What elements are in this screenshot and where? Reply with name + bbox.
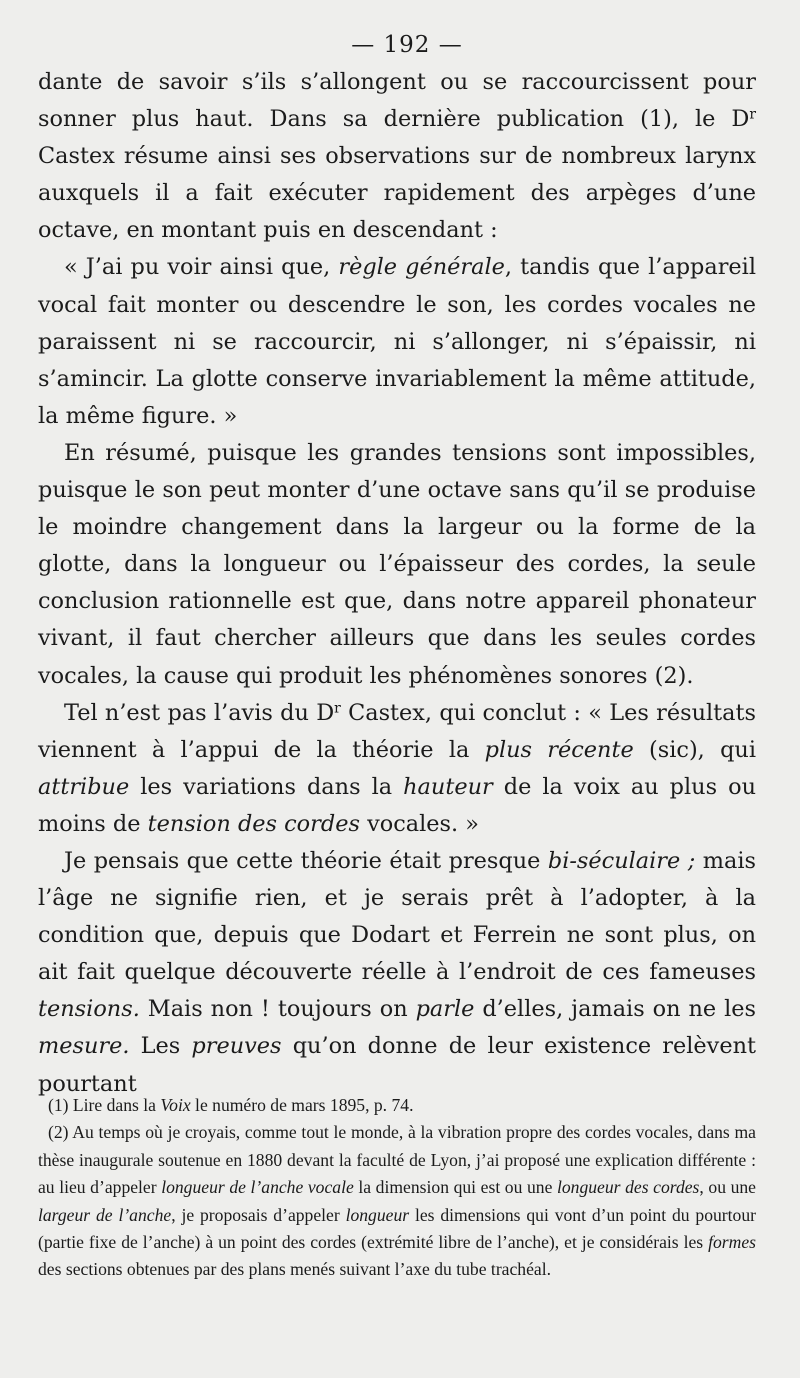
paragraph: [38, 249, 756, 434]
text-run: , je proposais d’appeler: [171, 1204, 346, 1225]
italic-text: tension des cordes: [147, 810, 360, 837]
text-run: qu’on donne de leur existence relèvent pourtant: [38, 1033, 756, 1097]
footnotes: [38, 1092, 756, 1284]
italic-text: attribue: [38, 773, 130, 800]
text-run: Tel n’est pas l’avis du D: [64, 699, 335, 726]
italic-text: parle: [415, 996, 475, 1023]
page-number: — 192 —: [351, 32, 463, 58]
text-run: En résumé, puisque les grandes tensions sont impossibles, puisque le son peut monter d’une octave sans qu’il se produise le moindre changement dans la largeur ou la forme de la glotte, dans la longueur ou l’épaisseur des cordes, la seule conclusion rationnelle est que, dans notre appareil phonateur vivant, il faut chercher ailleurs que dans les seules cordes vocales, la cause qui produit les phénomènes sonores (2).: [38, 439, 756, 689]
text-run: le numéro de mars 1895, p. 74.: [190, 1095, 414, 1115]
text-run: Castex résume ainsi ses observations sur de nombreux larynx auxquels il a fait exécuter rapidement des arpèges d’une octave, en montant puis en descendant :: [38, 143, 756, 244]
footnote: [38, 1092, 756, 1119]
text-run: Je pensais que cette théorie était presque: [64, 847, 548, 874]
italic-text: largeur de l’anche: [38, 1204, 172, 1225]
paragraph: [38, 843, 756, 1103]
text-run: Castex, qui conclut : « Les résultats viennent à l’appui de la théorie la: [38, 699, 756, 763]
text-run: mais l’âge ne signifie rien, et je serais prêt à l’adopter, à la condition que, depuis que Dodart et Ferrein ne sont plus, on ait fait quelque découverte réelle à l’endroit de ces fameuses: [38, 847, 756, 986]
text-run: des sections obtenues par des plans menés suivant l’axe du tube trachéal.: [38, 1259, 551, 1280]
italic-text: longueur: [345, 1204, 410, 1225]
body-text: [38, 64, 756, 1103]
paragraph: [38, 64, 756, 249]
italic-text: règle générale: [338, 254, 505, 281]
text-run: de la voix au plus ou moins de: [38, 773, 756, 837]
text-run: Mais non ! toujours on: [139, 996, 416, 1023]
italic-text: tensions.: [38, 996, 140, 1023]
italic-text: bi-séculaire ;: [547, 847, 696, 874]
text-run: dante de savoir s’ils s’allongent ou se raccourcissent pour sonner plus haut. Dans sa dernière publication (1), le D: [38, 69, 756, 133]
italic-text: hauteur: [403, 773, 493, 800]
italic-text: formes: [708, 1232, 756, 1253]
text-run: , tandis que l’appareil vocal fait monter ou descendre le son, les cordes vocales ne paraissent ni se raccourcir, ni s’allonger, ni s’épaissir, ni s’amincir. La glotte conserve invariablement la même attitude, la même figure. »: [38, 254, 756, 429]
italic-text: Voix: [160, 1095, 191, 1115]
text-run: vocales. »: [359, 810, 479, 837]
text-run: les dimensions qui vont d’un point du pourtour (partie fixe de l’anche) à un point des cordes (extrémité libre de l’anche), et je considérais les: [38, 1204, 756, 1253]
italic-text: plus récente: [484, 736, 634, 763]
superscript: r: [334, 699, 341, 716]
text-run: (2) Au temps où je croyais, comme tout le monde, à la vibration propre des cordes vocales, dans ma thèse inaugurale soutenue en 1880 devant la faculté de Lyon, j’ai proposé une explication différente : au lieu d’appeler: [38, 1122, 756, 1198]
footnote: [38, 1119, 756, 1283]
italic-text: preuves: [191, 1033, 282, 1060]
italic-text: mesure.: [38, 1033, 130, 1060]
text-run: , ou une: [699, 1177, 756, 1198]
paragraph: [38, 435, 756, 695]
italic-text: longueur de l’anche vocale: [161, 1177, 354, 1198]
text-run: (sic), qui: [633, 736, 756, 763]
superscript: r: [749, 106, 756, 123]
text-run: les variations dans la: [129, 773, 404, 800]
text-run: « J’ai pu voir ainsi que,: [64, 254, 339, 281]
paragraph: [38, 695, 756, 843]
text-run: d’elles, jamais on ne les: [474, 996, 756, 1023]
text-run: Les: [129, 1033, 192, 1060]
italic-text: longueur des cordes: [556, 1177, 700, 1198]
text-run: (1) Lire dans la: [48, 1095, 161, 1115]
text-run: la dimension qui est ou une: [353, 1177, 557, 1198]
